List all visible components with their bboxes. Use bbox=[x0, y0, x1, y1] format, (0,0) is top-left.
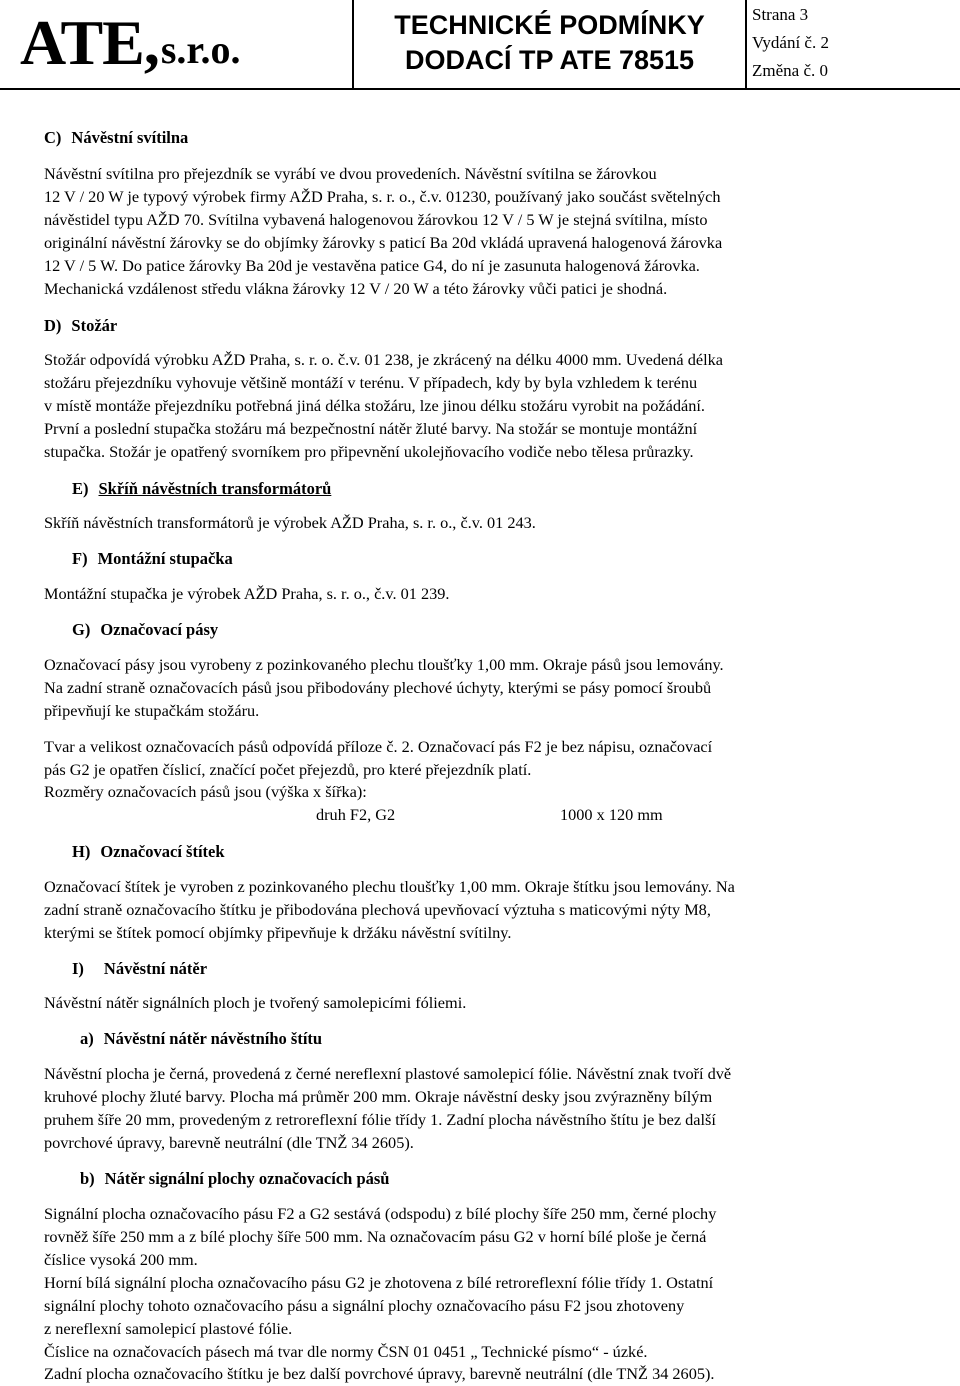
paragraph-line: rovněž šíře 250 mm a z bílé plochy šíře 500 mm. Na označovacím pásu G2 v horní bílé ploše je černá bbox=[44, 1227, 707, 1246]
edition-number: Vydání č. 2 bbox=[752, 33, 829, 52]
section-heading-f bbox=[72, 549, 233, 569]
subsection-title: Návěstní nátěr návěstního štítu bbox=[103, 1029, 323, 1048]
dimension-value: 1000 x 120 mm bbox=[560, 805, 663, 824]
paragraph-line: povrchové úpravy, barevně neutrální (dle TNŽ 34 2605). bbox=[44, 1133, 414, 1152]
paragraph-line: kterými se štítek pomocí objímky připevňuje k držáku návěstní svítilny. bbox=[44, 923, 512, 942]
document-header bbox=[0, 0, 960, 88]
paragraph-line: stožáru přejezdníku vyhovuje většině montáží v terénu. V případech, kdy by byla vzhledem k terénu bbox=[44, 373, 698, 392]
document-title: TECHNICKÉ PODMÍNKY bbox=[394, 10, 705, 40]
paragraph-line: Návěstní plocha je černá, provedená z černé nereflexní plastové samolepicí fólie. Návěstní znak tvoří dvě bbox=[44, 1064, 732, 1083]
paragraph-line: originální návěstní žárovky se do objímky žárovky s paticí Ba 20d vkládá upravená halogenová žárovka bbox=[44, 233, 723, 252]
paragraph-line: Označovací pásy jsou vyrobeny z pozinkovaného plechu tloušťky 1,00 mm. Okraje pásů jsou lemovány. bbox=[44, 655, 724, 674]
paragraph-line: Montážní stupačka je výrobek AŽD Praha, s. r. o., č.v. 01 239. bbox=[44, 584, 450, 603]
section-label: E) bbox=[72, 479, 89, 498]
paragraph-line: stupačka. Stožár je opatřený svorníkem pro připevnění ukolejňovacího vodiče nebo tělesa průrazky. bbox=[44, 442, 694, 461]
header-rule bbox=[0, 88, 960, 90]
section-title: Montážní stupačka bbox=[97, 549, 233, 568]
company-logo bbox=[20, 8, 241, 78]
company-suffix: s.r.o. bbox=[160, 26, 241, 72]
section-title: Návěstní nátěr bbox=[103, 959, 208, 978]
paragraph-line: Zadní plocha označovacího štítku je bez další povrchové úpravy, barevně neutrální (dle TNŽ 34 2605). bbox=[44, 1364, 715, 1383]
section-label: I) bbox=[72, 959, 84, 978]
section-title: Návěstní svítilna bbox=[71, 128, 189, 147]
paragraph-line: Návěstní nátěr signálních ploch je tvořený samolepicími fóliemi. bbox=[44, 993, 467, 1012]
section-heading-i bbox=[72, 959, 207, 979]
subsection-title: Nátěr signální plochy označovacích pásů bbox=[104, 1169, 390, 1188]
document-subtitle: DODACÍ TP ATE 78515 bbox=[404, 45, 695, 75]
section-label: G) bbox=[72, 620, 91, 639]
section-label: F) bbox=[72, 549, 88, 568]
dimension-type: druh F2, G2 bbox=[316, 805, 396, 824]
paragraph-line: pás G2 je opatřen číslicí, značící počet přejezdů, pro které přejezdník platí. bbox=[44, 760, 532, 779]
change-number: Změna č. 0 bbox=[752, 61, 828, 80]
company-name: ATE, bbox=[20, 7, 159, 78]
section-title: Stožár bbox=[71, 316, 118, 335]
paragraph-line: Na zadní straně označovacích pásů jsou přibodovány plechové úchyty, kterými se pásy pomocí šroubů bbox=[44, 678, 712, 697]
paragraph-line: Návěstní svítilna pro přejezdník se vyrábí ve dvou provedeních. Návěstní svítilna se žárovkou bbox=[44, 164, 657, 183]
paragraph-line: Skříň návěstních transformátorů je výrobek AŽD Praha, s. r. o., č.v. 01 243. bbox=[44, 513, 536, 532]
section-heading-e bbox=[72, 479, 331, 499]
paragraph-line: Stožár odpovídá výrobku AŽD Praha, s. r. o. č.v. 01 238, je zkrácený na délku 4000 mm. Uvedená délka bbox=[44, 350, 723, 369]
paragraph-line: signální plochy tohoto označovacího pásu a signální plochy označovacího pásu F2 jsou zhotoveny bbox=[44, 1296, 685, 1315]
paragraph-line: Rozměry označovacích pásů jsou (výška x šířka): bbox=[44, 782, 367, 801]
paragraph-line: 12 V / 20 W je typový výrobek firmy AŽD Praha, s. r. o., č.v. 01230, používaný jako součást světelných bbox=[44, 187, 721, 206]
section-heading-d bbox=[44, 316, 117, 336]
paragraph-line: kruhové plochy žluté barvy. Plocha má průměr 200 mm. Okraje návěstní desky jsou zvýrazněny bílým bbox=[44, 1087, 713, 1106]
section-title: Skříň návěstních transformátorů bbox=[98, 479, 332, 498]
paragraph-line: pruhem šíře 20 mm, provedeným z retroreflexní fólie třídy 1. Zadní plocha návěstního štítu je bez další bbox=[44, 1110, 716, 1129]
paragraph-line: 12 V / 5 W. Do patice žárovky Ba 20d je vestavěna patice G4, do ní je zasunuta halogenová žárovka. bbox=[44, 256, 700, 275]
paragraph-line: v místě montáže přejezdníku potřebná jiná délka stožáru, lze jinou délku stožáru vyrobit na požádání. bbox=[44, 396, 705, 415]
paragraph-line: Tvar a velikost označovacích pásů odpovídá příloze č. 2. Označovací pás F2 je bez nápisu, označovací bbox=[44, 737, 713, 756]
section-title: Označovací pásy bbox=[100, 620, 219, 639]
subsection-label: b) bbox=[80, 1169, 95, 1188]
section-label: H) bbox=[72, 842, 91, 861]
paragraph-line: návěstidel typu AŽD 70. Svítilna vybavená halogenovou žárovkou 12 V / 5 W je stejná svítilna, místo bbox=[44, 210, 708, 229]
section-heading-g bbox=[72, 620, 218, 640]
paragraph-line: číslice vysoká 200 mm. bbox=[44, 1250, 198, 1269]
header-divider bbox=[745, 0, 747, 88]
paragraph-line: Mechanická vzdálenost středu vlákna žárovky 12 V / 20 W a této žárovky vůči patici je shodná. bbox=[44, 279, 668, 298]
subsection-heading-b bbox=[80, 1169, 389, 1189]
section-heading-c bbox=[44, 128, 188, 148]
section-title: Označovací štítek bbox=[100, 842, 225, 861]
paragraph-line: Číslice na označovacích pásech má tvar dle normy ČSN 01 0451 „ Technické písmo“ - úzké. bbox=[44, 1342, 648, 1361]
paragraph-line: z nereflexní samolepicí plastové fólie. bbox=[44, 1319, 293, 1338]
paragraph-line: připevňují ke stupačkám stožáru. bbox=[44, 701, 260, 720]
section-heading-h bbox=[72, 842, 225, 862]
page-number: Strana 3 bbox=[752, 5, 809, 24]
paragraph-line: Signální plocha označovacího pásu F2 a G2 sestává (odspodu) z bílé plochy šíře 250 mm, černé plochy bbox=[44, 1204, 717, 1223]
paragraph-line: Označovací štítek je vyroben z pozinkovaného plechu tloušťky 1,00 mm. Okraje štítku jsou lemovány. Na bbox=[44, 877, 735, 896]
paragraph-line: Horní bílá signální plocha označovacího pásu G2 je zhotovena z bílé retroreflexní fólie třídy 1. Ostatní bbox=[44, 1273, 714, 1292]
paragraph-line: zadní straně označovacího štítku je přibodována plechová upevňovací výztuha s maticovými nýty M8, bbox=[44, 900, 711, 919]
section-label: C) bbox=[44, 128, 62, 147]
paragraph-line: První a poslední stupačka stožáru má bezpečnostní nátěr žluté barvy. Na stožár se montuje montážní bbox=[44, 419, 698, 438]
subsection-label: a) bbox=[80, 1029, 94, 1048]
subsection-heading-a bbox=[80, 1029, 322, 1049]
section-label: D) bbox=[44, 316, 62, 335]
